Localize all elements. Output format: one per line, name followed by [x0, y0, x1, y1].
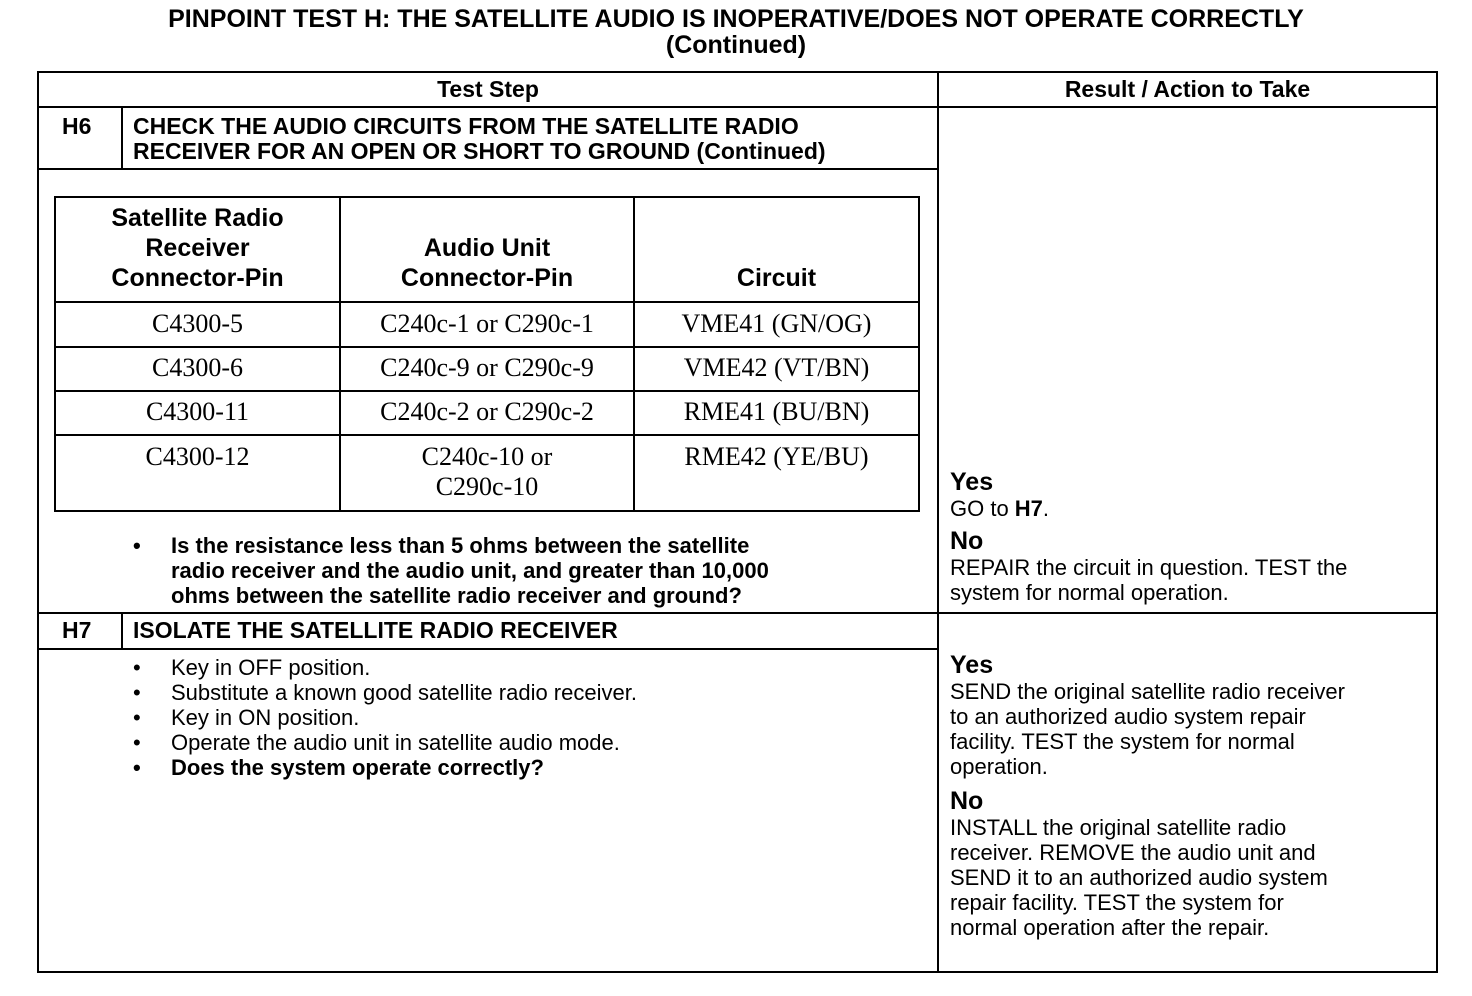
h6-title-line-1: CHECK THE AUDIO CIRCUITS FROM THE SATELLITE RADIO [133, 113, 799, 139]
header-test-step: Test Step [437, 76, 539, 102]
h7-steps [133, 655, 637, 780]
inner-row-divider-3 [54, 434, 920, 436]
col-header-audio-pin [341, 233, 633, 293]
yes-text-pre: GO to [950, 496, 1015, 521]
h7-no-label: No [950, 787, 984, 815]
h7-no-line: repair facility. TEST the system for [950, 890, 1284, 915]
yes-text-post: . [1042, 496, 1050, 521]
table-cell-receiver-pin: C4300-11 [145, 397, 250, 426]
col-header-line: Receiver [145, 234, 250, 262]
h7-step-title: ISOLATE THE SATELLITE RADIO RECEIVER [133, 617, 618, 643]
question-line: radio receiver and the audio unit, and greater than 10,000 [171, 558, 769, 583]
h7-yes-line: facility. TEST the system for normal [950, 729, 1295, 754]
title-line-1: PINPOINT TEST H: THE SATELLITE AUDIO IS INOPERATIVE/DOES NOT OPERATE CORRECTLY [168, 5, 1304, 33]
col-header-line: Circuit [736, 264, 817, 292]
h7-no-line: INSTALL the original satellite radio [950, 815, 1287, 840]
h7-result [950, 651, 1345, 940]
h7-no-line: SEND it to an authorized audio system [950, 865, 1328, 890]
h7-step-item: • Key in OFF position. [133, 655, 637, 680]
col-header-line: Audio Unit [423, 234, 551, 262]
inner-header-divider [54, 301, 920, 303]
h6-question [133, 533, 769, 608]
h6-result [950, 468, 1347, 605]
table-cell-receiver-pin: C4300-5 [152, 309, 243, 338]
h7-yes-line: operation. [950, 754, 1048, 779]
h6-h7-divider [37, 612, 1438, 614]
h7-title-divider [37, 648, 938, 650]
col-header-receiver-pin [56, 203, 339, 293]
h7-no-line: normal operation after the repair. [950, 915, 1270, 940]
table-cell-receiver-pin: C4300-12 [145, 442, 250, 471]
h7-id-divider [121, 612, 123, 650]
header-result: Result / Action to Take [1064, 76, 1311, 102]
cell-line: C240c-10 or [421, 442, 553, 471]
table-cell-audio-pin [341, 442, 633, 502]
yes-text-step-ref: H7 [1014, 496, 1043, 521]
h6-title-line-2: RECEIVER FOR AN OPEN OR SHORT TO GROUND (Continued) [133, 138, 826, 164]
title-line-2: (Continued) [665, 31, 807, 59]
header-divider [37, 106, 1438, 108]
col-header-line: Connector-Pin [400, 264, 574, 292]
h6-no-line: system for normal operation. [950, 580, 1229, 605]
table-cell-receiver-pin: C4300-6 [152, 353, 243, 382]
table-cell-circuit: VME41 (GN/OG) [681, 309, 872, 338]
col-header-line: Connector-Pin [111, 264, 284, 292]
h7-no-line: receiver. REMOVE the audio unit and [950, 840, 1316, 865]
page-title [0, 6, 1472, 58]
h7-question: • Does the system operate correctly? [133, 755, 637, 780]
inner-row-divider-1 [54, 346, 920, 348]
question-line: ohms between the satellite radio receiver and ground? [171, 583, 742, 608]
table-cell-circuit: RME42 (YE/BU) [684, 442, 869, 471]
h6-step-title [133, 114, 826, 164]
h7-step-item: • Operate the audio unit in satellite audio mode. [133, 730, 637, 755]
h7-step-id: H7 [62, 617, 92, 643]
question-line: • Is the resistance less than 5 ohms between the satellite [171, 533, 750, 558]
cell-line: C290c-10 [435, 472, 539, 501]
table-cell-circuit: RME41 (BU/BN) [683, 397, 870, 426]
h6-id-divider [121, 106, 123, 170]
inner-row-divider-2 [54, 390, 920, 392]
h6-title-divider [37, 168, 938, 170]
table-cell-audio-pin: C240c-1 or C290c-1 [380, 309, 594, 338]
h6-yes-label: Yes [950, 468, 994, 496]
col-header-circuit [635, 263, 918, 293]
h7-yes-line: to an authorized audio system repair [950, 704, 1306, 729]
h6-no-label: No [950, 527, 984, 555]
h6-question-item [133, 533, 769, 608]
table-cell-audio-pin: C240c-2 or C290c-2 [380, 397, 594, 426]
h6-yes-text [950, 496, 1347, 521]
table-cell-audio-pin: C240c-9 or C290c-9 [380, 353, 594, 382]
h7-yes-label: Yes [950, 651, 994, 679]
h6-step-id: H6 [62, 113, 92, 139]
col-header-line: Satellite Radio [111, 204, 284, 232]
h6-no-line: REPAIR the circuit in question. TEST the [950, 555, 1348, 580]
h7-yes-line: SEND the original satellite radio receiver [950, 679, 1345, 704]
h7-step-item: • Key in ON position. [133, 705, 637, 730]
column-divider [937, 71, 939, 973]
table-cell-circuit: VME42 (VT/BN) [683, 353, 870, 382]
h7-step-item: • Substitute a known good satellite radio receiver. [133, 680, 637, 705]
